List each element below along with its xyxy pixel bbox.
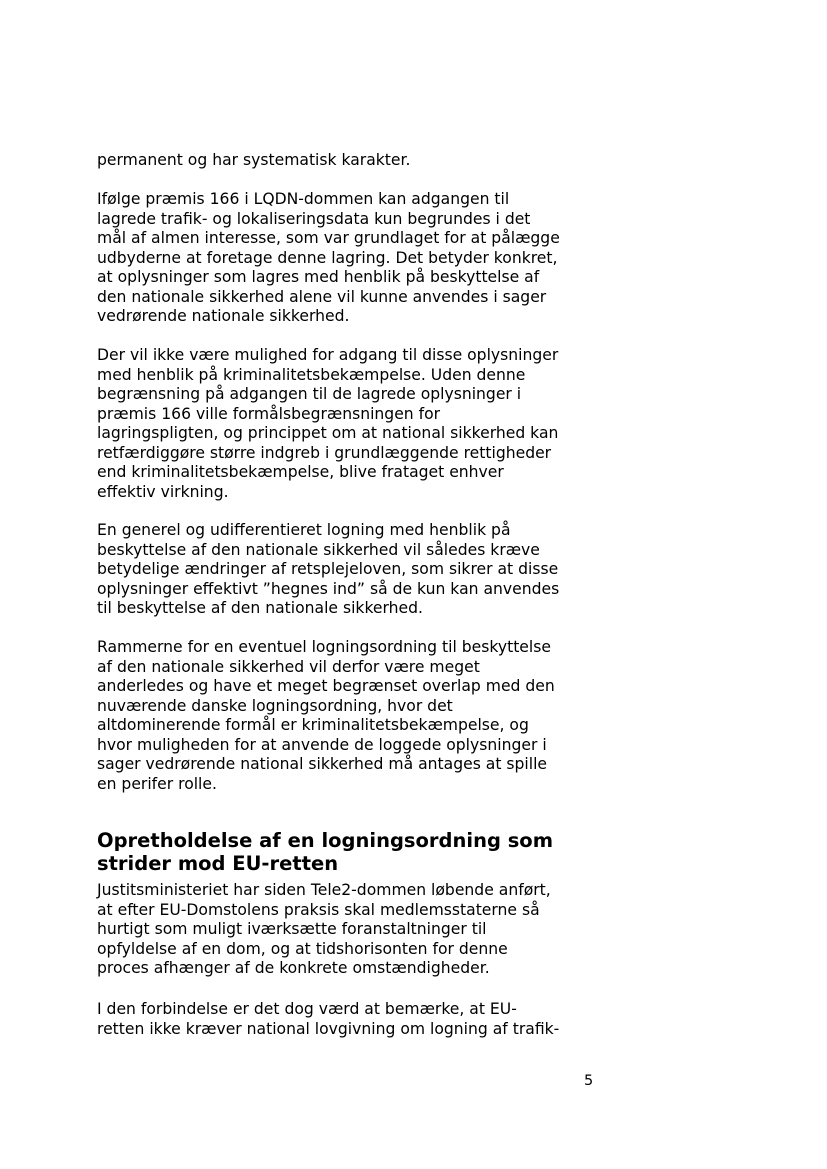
paragraph-general-logging: En generel og udifferentieret logning med henblik på beskyttelse af den nationale sikkerhed vil således kræve betydelige ændringer af retsplejeloven, som sikrer at disse oplysninger effektivt ”hegnes ind” så de kun kan anvendes til beskyttelse af den nationale sikkerhed.: [97, 521, 560, 617]
paragraph-lqdn-premis-166: Ifølge præmis 166 i LQDN-dommen kan adgangen til lagrede trafik- og lokaliseringsdata kun begrundes i det mål af almen interesse, som var grundlaget for at pålægge udbyderne at foretage denne lagring. Det betyder konkret, at oplysninger som lagres med henblik på beskyttelse af den nationale sikkerhed alene vil kunne anvendes i sager vedrørende nationale sikkerhed.: [97, 190, 560, 325]
paragraph-ministry-position: Justitsministeriet har siden Tele2-dommen løbende anført, at efter EU-Domstolens praksis skal medlemsstaterne så hurtigt som muligt iværksætte foranstaltninger til opfyldelse af en dom, og at tidshorisonten for denne proces afhænger af de konkrete omstændigheder.: [97, 881, 551, 977]
paragraph-no-access-crime: Der vil ikke være mulighed for adgang til disse oplysninger med henblik på kriminalitetsbekæmpelse. Uden denne begrænsning på adgangen til de lagrede oplysninger i præmis 166 ville formålsbegrænsningen for lagringspligten, og princippet om at national sikkerhed kan retfærdiggøre større indgreb i grundlæggende rettigheder end kriminalitetsbekæmpelse, blive frataget enhver effektiv virkning.: [97, 346, 559, 501]
section-heading: Opretholdelse af en logningsordning som strider mod EU-retten: [97, 829, 554, 875]
paragraph-continuation: permanent og har systematisk karakter.: [97, 151, 411, 169]
paragraph-eu-law-note: I den forbindelse er det dog værd at bemærke, at EU- retten ikke kræver national lovgivning om logning af trafik-: [97, 1000, 560, 1038]
page-number: 5: [584, 1073, 594, 1089]
paragraph-framework: Rammerne for en eventuel logningsordning til beskyttelse af den nationale sikkerhed vil derfor være meget anderledes og have et meget begrænset overlap med den nuværende danske logningsordning, hvor det altdominerende formål er kriminalitetsbekæmpelse, og hvor muligheden for at anvende de loggede oplysninger i sager vedrørende national sikkerhed må antages at spille en perifer rolle.: [97, 638, 555, 793]
